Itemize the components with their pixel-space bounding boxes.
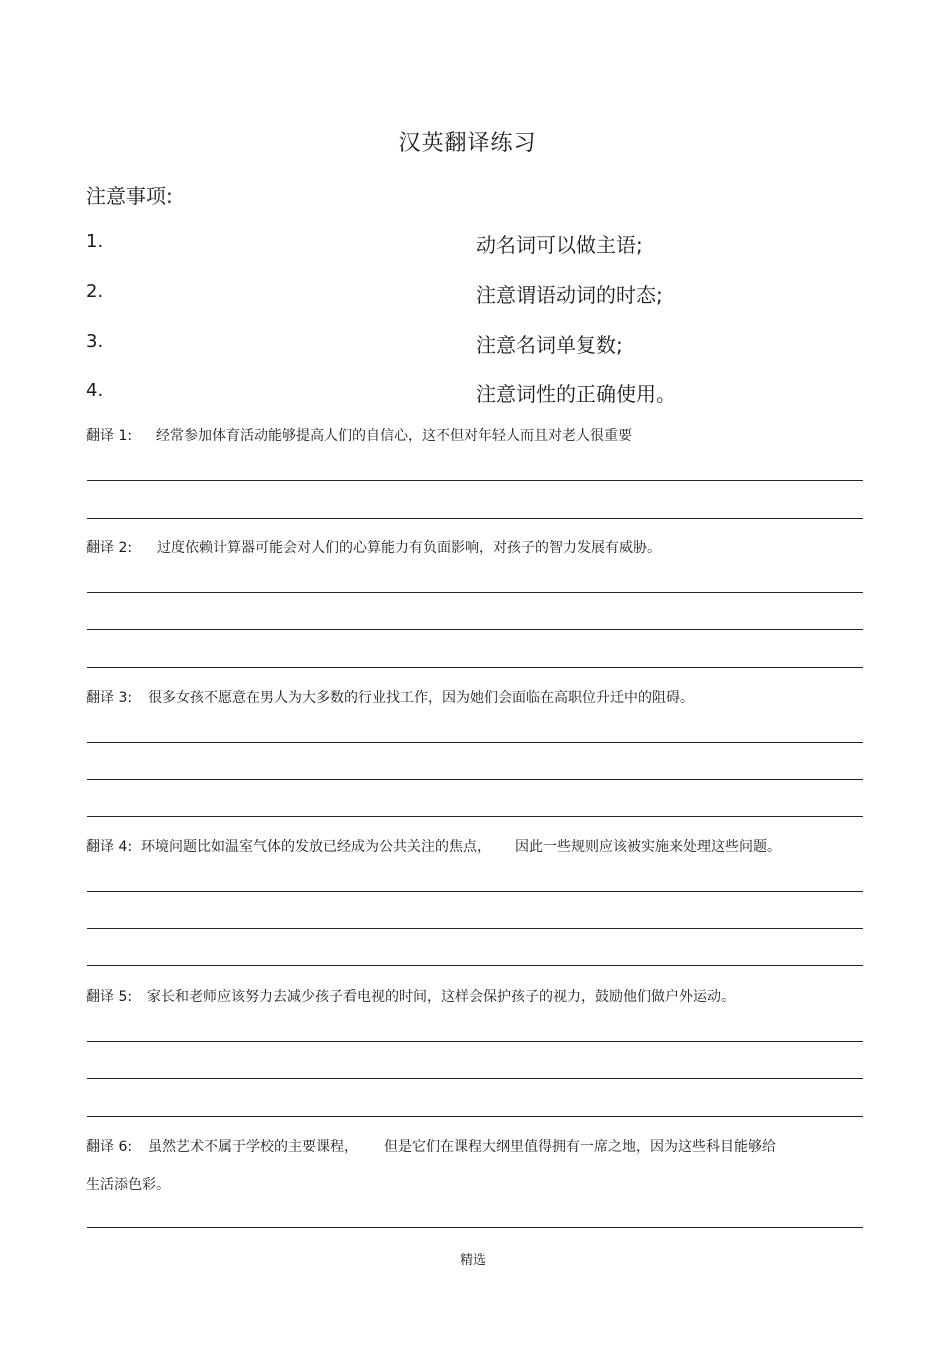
answer-line[interactable] (87, 816, 863, 817)
exercise-prompt (86, 836, 781, 856)
note-number: 1. (86, 231, 104, 252)
exercise-text: 经常参加体育活动能够提高人们的自信心，这不但对年轻人而且对老人很重要 (156, 428, 632, 444)
note-text: 注意谓语动词的时态; (476, 283, 663, 307)
exercise-text-wrapped: 生活添色彩。 (86, 1177, 170, 1193)
exercise-text: 过度依赖计算器可能会对人们的心算能力有负面影响，对孩子的智力发展有威胁。 (157, 540, 661, 556)
answer-line[interactable] (87, 667, 863, 668)
note-number: 4. (86, 380, 104, 401)
note-text: 注意词性的正确使用。 (476, 382, 676, 406)
answer-line[interactable] (87, 965, 863, 966)
exercise-text: 环境问题比如温室气体的发放已经成为公共关注的焦点， (141, 839, 491, 855)
note-text: 注意名词单复数; (476, 333, 623, 357)
answer-line[interactable] (87, 891, 863, 892)
exercise-prompt (86, 537, 661, 557)
exercise-prompt (86, 687, 694, 707)
exercise-label: 翻译 6: (86, 1139, 133, 1155)
exercise-prompt (86, 1136, 776, 1156)
answer-line[interactable] (87, 480, 863, 481)
exercise-label: 翻译 4: (86, 839, 133, 855)
notes-heading: 注意事项: (86, 184, 173, 208)
exercise-label: 翻译 1: (86, 428, 133, 444)
note-text: 动名词可以做主语; (476, 233, 643, 257)
answer-line[interactable] (87, 1078, 863, 1079)
answer-line[interactable] (87, 1116, 863, 1117)
answer-line[interactable] (87, 592, 863, 593)
exercise-label: 翻译 3: (86, 690, 133, 706)
answer-line[interactable] (87, 742, 863, 743)
answer-line[interactable] (87, 1227, 863, 1228)
answer-line[interactable] (87, 518, 863, 519)
exercise-prompt (86, 425, 632, 445)
exercise-label: 翻译 5: (86, 989, 133, 1005)
exercise-text-continued: 因此一些规则应该被实施来处理这些问题。 (515, 839, 781, 855)
exercise-prompt (86, 986, 735, 1006)
exercise-text: 家长和老师应该努力去减少孩子看电视的时间，这样会保护孩子的视力，鼓励他们做户外运动。 (147, 989, 735, 1005)
page-title: 汉英翻译练习 (398, 131, 537, 156)
note-number: 3. (86, 331, 104, 352)
answer-line[interactable] (87, 629, 863, 630)
exercise-text-continued: 但是它们在课程大纲里值得拥有一席之地，因为这些科目能够给 (384, 1139, 776, 1155)
page-footer: 精选 (459, 1253, 486, 1268)
answer-line[interactable] (87, 928, 863, 929)
exercise-label: 翻译 2: (86, 540, 133, 556)
note-number: 2. (86, 281, 104, 302)
answer-line[interactable] (87, 1041, 863, 1042)
answer-line[interactable] (87, 779, 863, 780)
exercise-text: 虽然艺术不属于学校的主要课程， (148, 1139, 358, 1155)
exercise-text: 很多女孩不愿意在男人为大多数的行业找工作，因为她们会面临在高职位升迁中的阻碍。 (148, 690, 694, 706)
